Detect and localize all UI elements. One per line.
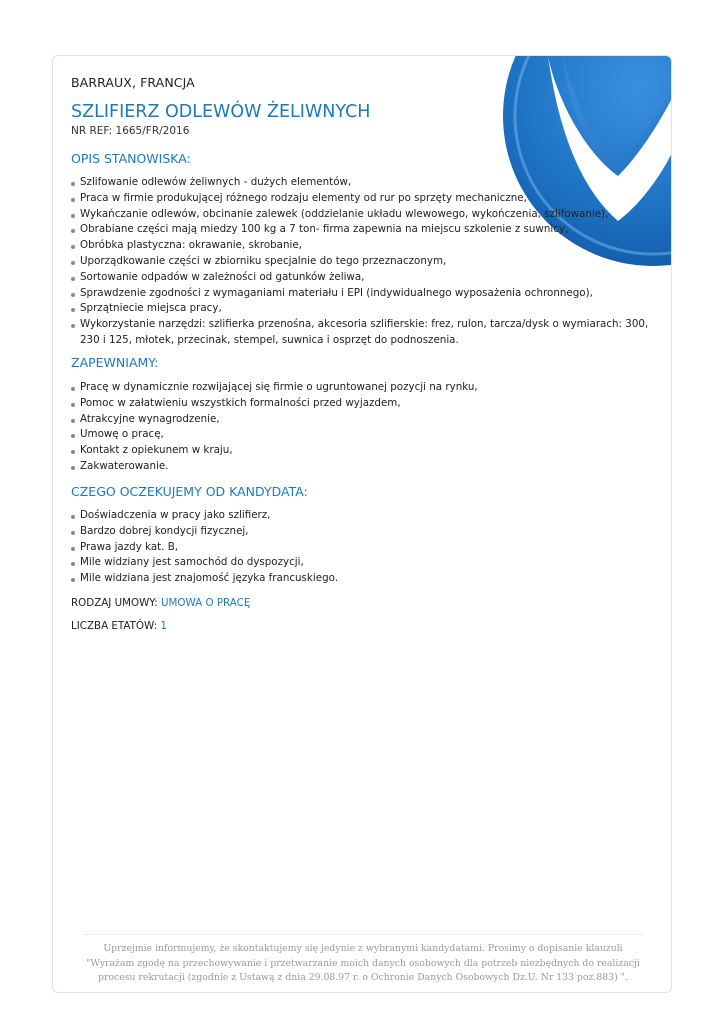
list-item: Atrakcyjne wynagrodzenie, — [71, 412, 657, 428]
contract-type-label: RODZAJ UMOWY: — [71, 597, 158, 609]
fte-count-label: LICZBA ETATÓW: — [71, 620, 158, 632]
list-item: Praca w firmie produkującej różnego rodzaju elementy od rur po sprzęty mechaniczne, — [71, 191, 657, 207]
list-item: Obróbka plastyczna: okrawanie, skrobanie, — [71, 238, 657, 254]
job-location: BARRAUX, FRANCJA — [71, 75, 195, 90]
section-heading-opis: OPIS STANOWISKA: — [71, 151, 191, 166]
list-item: Pomoc w załatwieniu wszystkich formalności przed wyjazdem, — [71, 396, 657, 412]
fte-count — [71, 620, 167, 632]
reference-number: NR REF: 1665/FR/2016 — [71, 125, 190, 137]
list-item: Wykańczanie odlewów, obcinanie zalewek (oddzielanie układu wlewowego, wykończenia, szlifowanie), — [71, 207, 657, 223]
list-item: Umowę o pracę, — [71, 427, 657, 443]
job-title: SZLIFIERZ ODLEWÓW ŻELIWNYCH — [71, 102, 371, 122]
contract-type — [71, 597, 250, 609]
list-zapewniamy — [71, 380, 657, 475]
list-item: Wykorzystanie narzędzi: szlifierka przenośna, akcesoria szlifierskie: frez, rulon, tarcza/dysk o wymiarach: 300, 230 i 125, młotek, przecinak, stempel, suwnica i osprzęt do podnoszenia. — [71, 317, 657, 349]
footer-disclaimer: Uprzejmie informujemy, że skontaktujemy się jedynie z wybranymi kandydatami. Prosimy o dopisanie klauzuli "Wyrażam zgodę na przechowywanie i przetwarzanie moich danych osobowych dla potrzeb niezbędnych do realizacji procesu rekrutacji (zgodnie z Ustawą z dnia 29.08.97 r. o Ochronie Danych Osobowych Dz.U. Nr 133 poz.883) ". — [86, 943, 640, 983]
list-item: Zakwaterowanie. — [71, 459, 657, 475]
list-item: Uporządkowanie części w zbiorniku specjalnie do tego przeznaczonym, — [71, 254, 657, 270]
list-item: Prawa jazdy kat. B, — [71, 540, 657, 556]
list-item: Szlifowanie odlewów żeliwnych - dużych elementów, — [71, 175, 657, 191]
list-item: Sprzątniecie miejsca pracy, — [71, 301, 657, 317]
list-oczekujemy — [71, 508, 657, 587]
list-item: Kontakt z opiekunem w kraju, — [71, 443, 657, 459]
list-item: Sprawdzenie zgodności z wymaganiami materiału i EPI (indywidualnego wyposażenia ochronnego), — [71, 286, 657, 302]
job-offer-card — [52, 55, 672, 993]
list-item: Obrabiane części mają miedzy 100 kg a 7 ton- firma zapewnia na miejscu szkolenie z suwnicy, — [71, 222, 657, 238]
list-item: Bardzo dobrej kondycji fizycznej, — [71, 524, 657, 540]
list-item: Doświadczenia w pracy jako szlifierz, — [71, 508, 657, 524]
footer-divider — [83, 934, 643, 935]
fte-count-value: 1 — [160, 620, 167, 632]
section-heading-zapewniamy: ZAPEWNIAMY: — [71, 355, 159, 370]
contract-type-value: UMOWA O PRACĘ — [160, 597, 251, 609]
list-opis — [71, 175, 657, 349]
list-item: Mile widziany jest samochód do dyspozycji, — [71, 555, 657, 571]
list-item: Sortowanie odpadów w zależności od gatunków żeliwa, — [71, 270, 657, 286]
section-heading-oczekujemy: CZEGO OCZEKUJEMY OD KANDYDATA: — [71, 484, 308, 499]
list-item: Pracę w dynamicznie rozwijającej się firmie o ugruntowanej pozycji na rynku, — [71, 380, 657, 396]
list-item: Mile widziana jest znajomość języka francuskiego. — [71, 571, 657, 587]
